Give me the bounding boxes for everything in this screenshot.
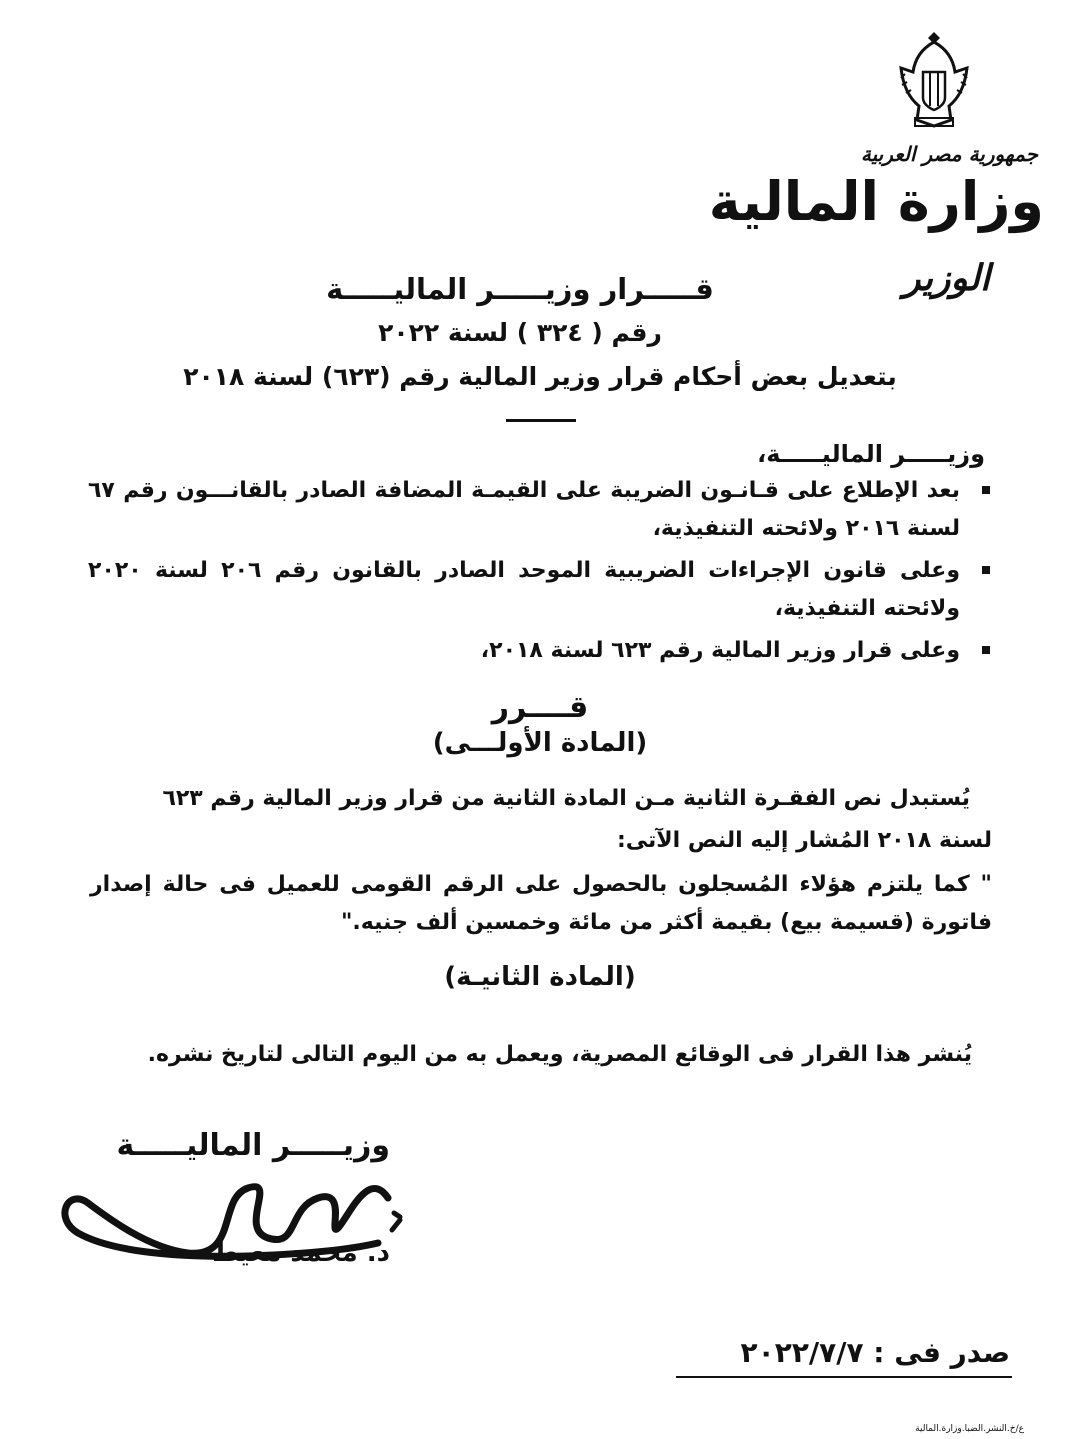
signatory-name: د. محمد معيط — [212, 1238, 390, 1268]
issued-underline — [676, 1376, 1012, 1378]
preamble-list — [88, 472, 990, 674]
preamble-item — [88, 632, 990, 670]
article-1-quote: " كما يلتزم هؤلاء المُسجلون بالحصول على الرقم القومى للعميل فى حالة إصدار فاتورة (قسيمة بيع) بقيمة أكثر من مائة وخمسين ألف جنيه." — [90, 872, 992, 935]
article-1-heading: (المادة الأولـــى) — [432, 728, 648, 758]
footer-reference: ع/خ.النشر.الضبا.وزارة.المالية — [915, 1424, 1024, 1434]
eagle-emblem-icon — [893, 28, 975, 130]
bullet-square-icon — [982, 486, 990, 494]
decree-subject: بتعديل بعض أحكام قرار وزير المالية رقم (٦٢٣) لسنة ٢٠١٨ — [183, 362, 897, 391]
preamble-item — [88, 552, 990, 628]
preamble-item-text: وعلى قانون الإجراءات الضريبية الموحد الصادر بالقانون رقم ٢٠٦ لسنة ٢٠٢٠ ولائحته التنفيذية، — [88, 558, 960, 621]
preamble-item-text: بعد الإطلاع على قـانـون الضريبة على القيمـة المضافة الصادر بالقانـــون رقم ٦٧ لسنة ٢٠١٦ ولائحته التنفيذية، — [88, 478, 960, 541]
decree-title: قـــــرار وزيـــــر الماليـــــة — [326, 272, 714, 306]
preamble-item — [88, 472, 990, 548]
bullet-square-icon — [982, 566, 990, 574]
handwritten-signature — [48, 1158, 408, 1288]
bullet-square-icon — [982, 646, 990, 654]
signatory-title: وزيـــــر الماليـــــة — [116, 1128, 390, 1163]
article-1-text-line2: لسنة ٢٠١٨ المُشار إليه النص الآتى: — [616, 828, 992, 853]
article-1-text-line1: يُستبدل نص الفقـرة الثانية مـن المادة الثانية من قرار وزير المالية رقم ٦٢٣ — [162, 786, 970, 811]
article-2-heading: (المادة الثانيـة) — [444, 962, 636, 992]
letterhead-country: جمهورية مصر العربية — [860, 142, 1038, 166]
preamble-item-text: وعلى قرار وزير المالية رقم ٦٢٣ لسنة ٢٠١٨، — [480, 638, 960, 663]
decision-heading: قــــرر — [491, 690, 589, 725]
letterhead-minister: الوزير — [903, 258, 990, 299]
decree-number: رقم ( ٣٢٤ ) لسنة ٢٠٢٢ — [378, 318, 662, 347]
letterhead-ministry: وزارة المالية — [708, 170, 1044, 233]
issued-date: صدر فى : ٢٠٢٢/٧/٧ — [740, 1336, 1010, 1369]
preamble-heading: وزيـــــر الماليـــــة، — [757, 440, 985, 468]
article-2-text: يُنشر هذا القرار فى الوقائع المصرية، ويعمل به من اليوم التالى لتاريخ نشره. — [147, 1042, 972, 1067]
title-divider — [506, 419, 576, 422]
